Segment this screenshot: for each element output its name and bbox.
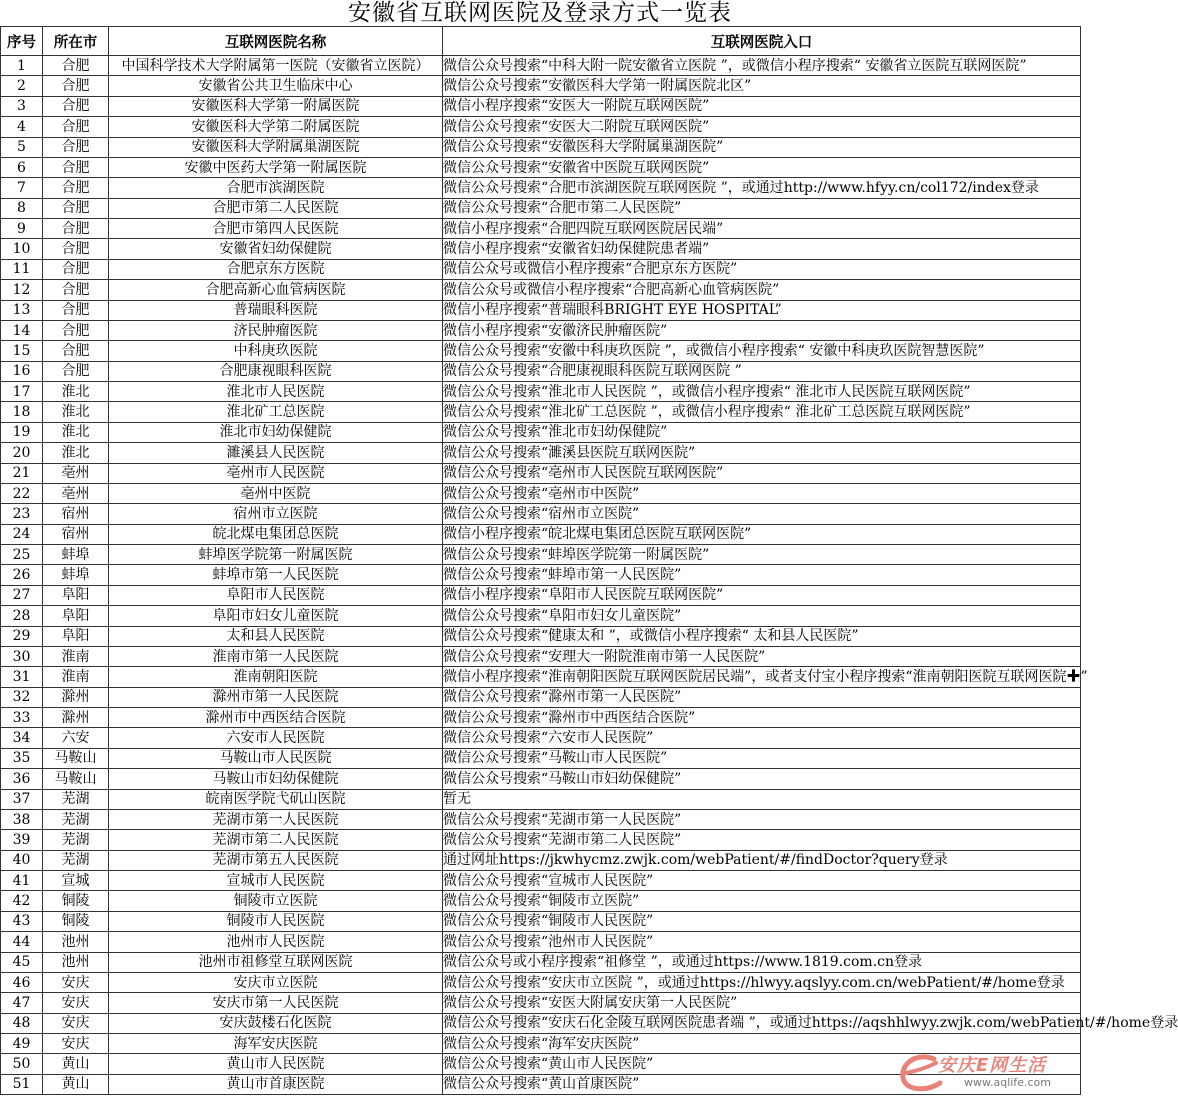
- row-entry: 微信公众号搜索“六安市人民医院”: [443, 728, 1081, 748]
- row-number: 49: [1, 1034, 43, 1054]
- row-entry: 微信公众号搜索“池州市人民医院”: [443, 932, 1081, 952]
- row-city: 安庆: [43, 1034, 109, 1054]
- row-entry: 微信公众号或小程序搜索“祖修堂 ”，或通过https://www.1819.com.cn登录: [443, 952, 1081, 972]
- row-hospital-name: 芜湖市第二人民医院: [109, 830, 443, 850]
- row-hospital-name: 安徽医科大学第一附属医院: [109, 96, 443, 116]
- row-number: 18: [1, 402, 43, 422]
- row-hospital-name: 安徽中医药大学第一附属医院: [109, 157, 443, 177]
- row-entry: 微信公众号搜索“宿州市立医院”: [443, 504, 1081, 524]
- row-number: 37: [1, 789, 43, 809]
- row-hospital-name: 安庆鼓楼石化医院: [109, 1013, 443, 1033]
- table-row: [1, 178, 1081, 198]
- row-hospital-name: 安徽省公共卫生临床中心: [109, 76, 443, 96]
- table-row: [1, 789, 1081, 809]
- table-row: [1, 932, 1081, 952]
- table-row: [1, 585, 1081, 605]
- row-entry: 微信公众号搜索“铜陵市人民医院”: [443, 911, 1081, 931]
- row-number: 36: [1, 769, 43, 789]
- table-row: [1, 96, 1081, 116]
- row-entry: 通过网址https://jkwhycmz.zwjk.com/webPatient/#/findDoctor?query登录: [443, 850, 1081, 870]
- row-city: 合肥: [43, 117, 109, 137]
- table-row: [1, 300, 1081, 320]
- table-row: [1, 137, 1081, 157]
- row-city: 合肥: [43, 300, 109, 320]
- watermark: [894, 1045, 1074, 1095]
- row-city: 宿州: [43, 524, 109, 544]
- row-number: 44: [1, 932, 43, 952]
- table-row: [1, 422, 1081, 442]
- row-city: 淮南: [43, 646, 109, 666]
- row-hospital-name: 宿州市立医院: [109, 504, 443, 524]
- row-entry: 微信公众号搜索“安徽中科庚玖医院 ”，或微信小程序搜索“ 安徽中科庚玖医院智慧医院”: [443, 341, 1081, 361]
- row-entry: 微信公众号搜索“阜阳市妇女儿童医院”: [443, 606, 1081, 626]
- row-city: 芜湖: [43, 830, 109, 850]
- table-row: [1, 748, 1081, 768]
- row-entry: 微信小程序搜索“安徽省妇幼保健院患者端”: [443, 239, 1081, 259]
- row-entry: 微信公众号搜索“蚌埠市第一人民医院”: [443, 565, 1081, 585]
- row-number: 22: [1, 483, 43, 503]
- table-row: [1, 993, 1081, 1013]
- row-number: 13: [1, 300, 43, 320]
- row-city: 合肥: [43, 178, 109, 198]
- table-row: [1, 708, 1081, 728]
- row-number: 34: [1, 728, 43, 748]
- table-row: [1, 320, 1081, 340]
- row-city: 合肥: [43, 219, 109, 239]
- row-number: 10: [1, 239, 43, 259]
- row-city: 六安: [43, 728, 109, 748]
- row-hospital-name: 合肥京东方医院: [109, 259, 443, 279]
- row-entry: 微信公众号或微信小程序搜索“合肥高新心血管病医院”: [443, 280, 1081, 300]
- row-entry: 微信公众号搜索“安理大一附院淮南市第一人民医院”: [443, 646, 1081, 666]
- table-row: [1, 646, 1081, 666]
- row-city: 阜阳: [43, 626, 109, 646]
- row-city: 马鞍山: [43, 769, 109, 789]
- row-number: 40: [1, 850, 43, 870]
- row-entry: 微信公众号或微信小程序搜索“合肥京东方医院”: [443, 259, 1081, 279]
- row-hospital-name: 淮北矿工总医院: [109, 402, 443, 422]
- row-city: 合肥: [43, 76, 109, 96]
- table-row: [1, 76, 1081, 96]
- row-hospital-name: 六安市人民医院: [109, 728, 443, 748]
- row-hospital-name: 安庆市立医院: [109, 972, 443, 992]
- row-city: 黄山: [43, 1054, 109, 1074]
- row-city: 合肥: [43, 361, 109, 381]
- row-entry: 微信公众号搜索“合肥康视眼科医院互联网医院 ”: [443, 361, 1081, 381]
- row-entry: 微信公众号搜索“亳州市人民医院互联网医院”: [443, 463, 1081, 483]
- row-hospital-name: 滁州市中西医结合医院: [109, 708, 443, 728]
- table-row: [1, 871, 1081, 891]
- table-row: [1, 728, 1081, 748]
- row-hospital-name: 安徽省妇幼保健院: [109, 239, 443, 259]
- table-row: [1, 219, 1081, 239]
- table-row: [1, 443, 1081, 463]
- row-hospital-name: 太和县人民医院: [109, 626, 443, 646]
- row-hospital-name: 亳州中医院: [109, 483, 443, 503]
- table-row: [1, 402, 1081, 422]
- row-hospital-name: 皖南医学院弋矶山医院: [109, 789, 443, 809]
- row-hospital-name: 合肥高新心血管病医院: [109, 280, 443, 300]
- page-title: 安徽省互联网医院及登录方式一览表: [348, 0, 732, 26]
- row-entry: 微信小程序搜索“合肥四院互联网医院居民端”: [443, 219, 1081, 239]
- table-row: [1, 280, 1081, 300]
- table-row: [1, 606, 1081, 626]
- row-hospital-name: 蚌埠市第一人民医院: [109, 565, 443, 585]
- row-number: 15: [1, 341, 43, 361]
- row-hospital-name: 马鞍山市人民医院: [109, 748, 443, 768]
- row-hospital-name: 合肥市第四人民医院: [109, 219, 443, 239]
- row-hospital-name: 普瑞眼科医院: [109, 300, 443, 320]
- row-hospital-name: 铜陵市人民医院: [109, 911, 443, 931]
- row-city: 合肥: [43, 280, 109, 300]
- row-number: 3: [1, 96, 43, 116]
- row-city: 池州: [43, 952, 109, 972]
- row-entry: 微信公众号搜索“安庆石化金陵互联网医院患者端 ”，或通过https://aqshhlwyy.zwjk.com/webPatient/#/home登录: [443, 1013, 1081, 1033]
- row-city: 合肥: [43, 137, 109, 157]
- row-hospital-name: 安徽医科大学第二附属医院: [109, 117, 443, 137]
- table-row: [1, 198, 1081, 218]
- row-number: 9: [1, 219, 43, 239]
- row-number: 25: [1, 545, 43, 565]
- row-entry: 暂无: [443, 789, 1081, 809]
- row-hospital-name: 中国科学技术大学附属第一医院（安徽省立医院）: [109, 56, 443, 76]
- table-row: [1, 626, 1081, 646]
- header-city: 所在市: [43, 27, 109, 56]
- row-number: 30: [1, 646, 43, 666]
- row-number: 12: [1, 280, 43, 300]
- row-entry: 微信公众号搜索“合肥市第二人民医院”: [443, 198, 1081, 218]
- table-row: [1, 952, 1081, 972]
- row-number: 38: [1, 809, 43, 829]
- row-number: 45: [1, 952, 43, 972]
- row-number: 21: [1, 463, 43, 483]
- row-city: 安庆: [43, 1013, 109, 1033]
- row-hospital-name: 淮南朝阳医院: [109, 667, 443, 687]
- row-city: 安庆: [43, 993, 109, 1013]
- row-number: 7: [1, 178, 43, 198]
- row-hospital-name: 淮北市人民医院: [109, 382, 443, 402]
- row-city: 合肥: [43, 56, 109, 76]
- row-city: 合肥: [43, 96, 109, 116]
- table-row: [1, 382, 1081, 402]
- table-row: [1, 850, 1081, 870]
- row-entry: 微信公众号搜索“健康太和 ”，或微信小程序搜索“ 太和县人民医院”: [443, 626, 1081, 646]
- row-number: 2: [1, 76, 43, 96]
- row-entry: 微信公众号搜索“中科大附一院安徽省立医院 ”，或微信小程序搜索“ 安徽省立医院互联网医院”: [443, 56, 1081, 76]
- row-city: 铜陵: [43, 911, 109, 931]
- row-city: 亳州: [43, 483, 109, 503]
- row-hospital-name: 芜湖市第五人民医院: [109, 850, 443, 870]
- row-number: 19: [1, 422, 43, 442]
- row-city: 合肥: [43, 259, 109, 279]
- table-row: [1, 56, 1081, 76]
- row-hospital-name: 皖北煤电集团总医院: [109, 524, 443, 544]
- row-city: 亳州: [43, 463, 109, 483]
- row-city: 芜湖: [43, 850, 109, 870]
- row-number: 43: [1, 911, 43, 931]
- row-hospital-name: 淮南市第一人民医院: [109, 646, 443, 666]
- row-city: 淮北: [43, 443, 109, 463]
- row-entry: 微信公众号搜索“安医大附属安庆第一人民医院”: [443, 993, 1081, 1013]
- row-city: 马鞍山: [43, 748, 109, 768]
- row-entry: 微信公众号搜索“黄山市人民医院”: [443, 1054, 1081, 1074]
- row-city: 淮北: [43, 402, 109, 422]
- table-row: [1, 361, 1081, 381]
- row-city: 芜湖: [43, 809, 109, 829]
- row-entry: 微信公众号搜索“芜湖市第一人民医院”: [443, 809, 1081, 829]
- table-row: [1, 483, 1081, 503]
- row-city: 铜陵: [43, 891, 109, 911]
- table-row: [1, 911, 1081, 931]
- row-number: 27: [1, 585, 43, 605]
- row-city: 合肥: [43, 320, 109, 340]
- row-city: 阜阳: [43, 585, 109, 605]
- row-entry: 微信公众号搜索“马鞍山市人民医院”: [443, 748, 1081, 768]
- row-city: 淮南: [43, 667, 109, 687]
- row-number: 33: [1, 708, 43, 728]
- row-number: 39: [1, 830, 43, 850]
- row-number: 29: [1, 626, 43, 646]
- row-hospital-name: 合肥康视眼科医院: [109, 361, 443, 381]
- row-entry: 微信公众号搜索“滁州市第一人民医院”: [443, 687, 1081, 707]
- row-city: 蚌埠: [43, 565, 109, 585]
- row-number: 24: [1, 524, 43, 544]
- row-hospital-name: 池州市祖修堂互联网医院: [109, 952, 443, 972]
- row-hospital-name: 合肥市第二人民医院: [109, 198, 443, 218]
- row-number: 16: [1, 361, 43, 381]
- table-row: [1, 545, 1081, 565]
- row-city: 蚌埠: [43, 545, 109, 565]
- row-entry: 微信小程序搜索“皖北煤电集团总医院互联网医院”: [443, 524, 1081, 544]
- table-row: [1, 809, 1081, 829]
- header-name: 互联网医院名称: [109, 27, 443, 56]
- row-number: 50: [1, 1054, 43, 1074]
- row-entry: 微信小程序搜索“普瑞眼科BRIGHT EYE HOSPITAL”: [443, 300, 1081, 320]
- table-row: [1, 687, 1081, 707]
- row-hospital-name: 濉溪县人民医院: [109, 443, 443, 463]
- row-number: 28: [1, 606, 43, 626]
- row-city: 黄山: [43, 1074, 109, 1094]
- row-city: 池州: [43, 932, 109, 952]
- header-no: 序号: [1, 27, 43, 56]
- row-number: 14: [1, 320, 43, 340]
- table-row: [1, 1013, 1081, 1033]
- row-hospital-name: 芜湖市第一人民医院: [109, 809, 443, 829]
- row-city: 滁州: [43, 687, 109, 707]
- row-entry: 微信公众号搜索“铜陵市立医院”: [443, 891, 1081, 911]
- row-number: 17: [1, 382, 43, 402]
- header-entry: 互联网医院入口: [443, 27, 1081, 56]
- table-row: [1, 504, 1081, 524]
- row-entry: 微信小程序搜索“淮南朝阳医院互联网医院居民端”，或者支付宝小程序搜索“淮南朝阳医院互联网医院✚”: [443, 667, 1081, 687]
- row-entry: 微信小程序搜索“阜阳市人民医院互联网医院”: [443, 585, 1081, 605]
- row-hospital-name: 铜陵市立医院: [109, 891, 443, 911]
- table-row: [1, 341, 1081, 361]
- row-number: 41: [1, 871, 43, 891]
- row-entry: 微信公众号搜索“蚌埠医学院第一附属医院”: [443, 545, 1081, 565]
- row-hospital-name: 黄山市首康医院: [109, 1074, 443, 1094]
- row-number: 11: [1, 259, 43, 279]
- hospital-table: [0, 26, 1178, 1095]
- row-number: 42: [1, 891, 43, 911]
- table-row: [1, 463, 1081, 483]
- table-row: [1, 830, 1081, 850]
- row-entry: 微信公众号搜索“海军安庆医院”: [443, 1034, 1081, 1054]
- row-entry: 微信公众号搜索“芜湖市第二人民医院”: [443, 830, 1081, 850]
- row-hospital-name: 池州市人民医院: [109, 932, 443, 952]
- row-city: 淮北: [43, 382, 109, 402]
- row-entry: 微信公众号搜索“安庆市立医院 ”，或通过https://hlwyy.aqslyy.com.cn/webPatient/#/home登录: [443, 972, 1081, 992]
- row-number: 4: [1, 117, 43, 137]
- row-city: 合肥: [43, 157, 109, 177]
- table-row: [1, 239, 1081, 259]
- row-entry: 微信公众号搜索“安徽省中医院互联网医院”: [443, 157, 1081, 177]
- row-number: 51: [1, 1074, 43, 1094]
- row-city: 合肥: [43, 239, 109, 259]
- table-row: [1, 524, 1081, 544]
- row-hospital-name: 阜阳市妇女儿童医院: [109, 606, 443, 626]
- row-number: 31: [1, 667, 43, 687]
- row-number: 5: [1, 137, 43, 157]
- row-city: 合肥: [43, 198, 109, 218]
- row-hospital-name: 黄山市人民医院: [109, 1054, 443, 1074]
- table-row: [1, 769, 1081, 789]
- row-city: 合肥: [43, 341, 109, 361]
- row-city: 滁州: [43, 708, 109, 728]
- row-number: 46: [1, 972, 43, 992]
- row-entry: 微信小程序搜索“安徽济民肿瘤医院”: [443, 320, 1081, 340]
- row-entry: 微信公众号搜索“安徽医科大学第一附属医院北区”: [443, 76, 1081, 96]
- row-number: 26: [1, 565, 43, 585]
- row-entry: 微信公众号搜索“合肥市滨湖医院互联网医院 ”，或通过http://www.hfyy.cn/col172/index登录: [443, 178, 1081, 198]
- row-entry: 微信公众号搜索“黄山首康医院”: [443, 1074, 1081, 1094]
- table-row: [1, 117, 1081, 137]
- row-number: 1: [1, 56, 43, 76]
- row-number: 20: [1, 443, 43, 463]
- row-hospital-name: 海军安庆医院: [109, 1034, 443, 1054]
- row-city: 宿州: [43, 504, 109, 524]
- row-hospital-name: 中科庚玖医院: [109, 341, 443, 361]
- row-number: 35: [1, 748, 43, 768]
- row-number: 32: [1, 687, 43, 707]
- row-hospital-name: 滁州市第一人民医院: [109, 687, 443, 707]
- row-hospital-name: 蚌埠医学院第一附属医院: [109, 545, 443, 565]
- watermark-url: www.aqlife.com: [964, 1076, 1051, 1089]
- table-row: [1, 157, 1081, 177]
- table-row: [1, 891, 1081, 911]
- row-hospital-name: 安徽医科大学附属巢湖医院: [109, 137, 443, 157]
- table-row: [1, 565, 1081, 585]
- row-number: 48: [1, 1013, 43, 1033]
- table-row: [1, 667, 1081, 687]
- row-entry: 微信公众号搜索“宣城市人民医院”: [443, 871, 1081, 891]
- row-city: 宣城: [43, 871, 109, 891]
- row-hospital-name: 济民肿瘤医院: [109, 320, 443, 340]
- watermark-name: 安庆E网生活: [938, 1055, 1047, 1076]
- row-entry: 微信公众号搜索“淮北矿工总医院 ”，或微信小程序搜索“ 淮北矿工总医院互联网医院”: [443, 402, 1081, 422]
- row-hospital-name: 马鞍山市妇幼保健院: [109, 769, 443, 789]
- row-entry: 微信公众号搜索“滁州市中西医结合医院”: [443, 708, 1081, 728]
- row-entry: 微信小程序搜索“安医大一附院互联网医院”: [443, 96, 1081, 116]
- row-number: 6: [1, 157, 43, 177]
- row-hospital-name: 安庆市第一人民医院: [109, 993, 443, 1013]
- row-number: 47: [1, 993, 43, 1013]
- row-entry: 微信公众号搜索“濉溪县医院互联网医院”: [443, 443, 1081, 463]
- row-hospital-name: 亳州市人民医院: [109, 463, 443, 483]
- row-city: 芜湖: [43, 789, 109, 809]
- row-number: 23: [1, 504, 43, 524]
- row-entry: 微信公众号搜索“亳州市中医院”: [443, 483, 1081, 503]
- row-hospital-name: 合肥市滨湖医院: [109, 178, 443, 198]
- row-entry: 微信公众号搜索“安医大二附院互联网医院”: [443, 117, 1081, 137]
- row-city: 安庆: [43, 972, 109, 992]
- row-number: 8: [1, 198, 43, 218]
- row-entry: 微信公众号搜索“淮北市妇幼保健院”: [443, 422, 1081, 442]
- table-row: [1, 259, 1081, 279]
- row-city: 阜阳: [43, 606, 109, 626]
- row-city: 淮北: [43, 422, 109, 442]
- header-row: [1, 27, 1081, 56]
- table-row: [1, 972, 1081, 992]
- row-hospital-name: 宣城市人民医院: [109, 871, 443, 891]
- row-hospital-name: 阜阳市人民医院: [109, 585, 443, 605]
- row-entry: 微信公众号搜索“安徽医科大学附属巢湖医院”: [443, 137, 1081, 157]
- row-hospital-name: 淮北市妇幼保健院: [109, 422, 443, 442]
- row-entry: 微信公众号搜索“淮北市人民医院 ”，或微信小程序搜索“ 淮北市人民医院互联网医院”: [443, 382, 1081, 402]
- row-entry: 微信公众号搜索“马鞍山市妇幼保健院”: [443, 769, 1081, 789]
